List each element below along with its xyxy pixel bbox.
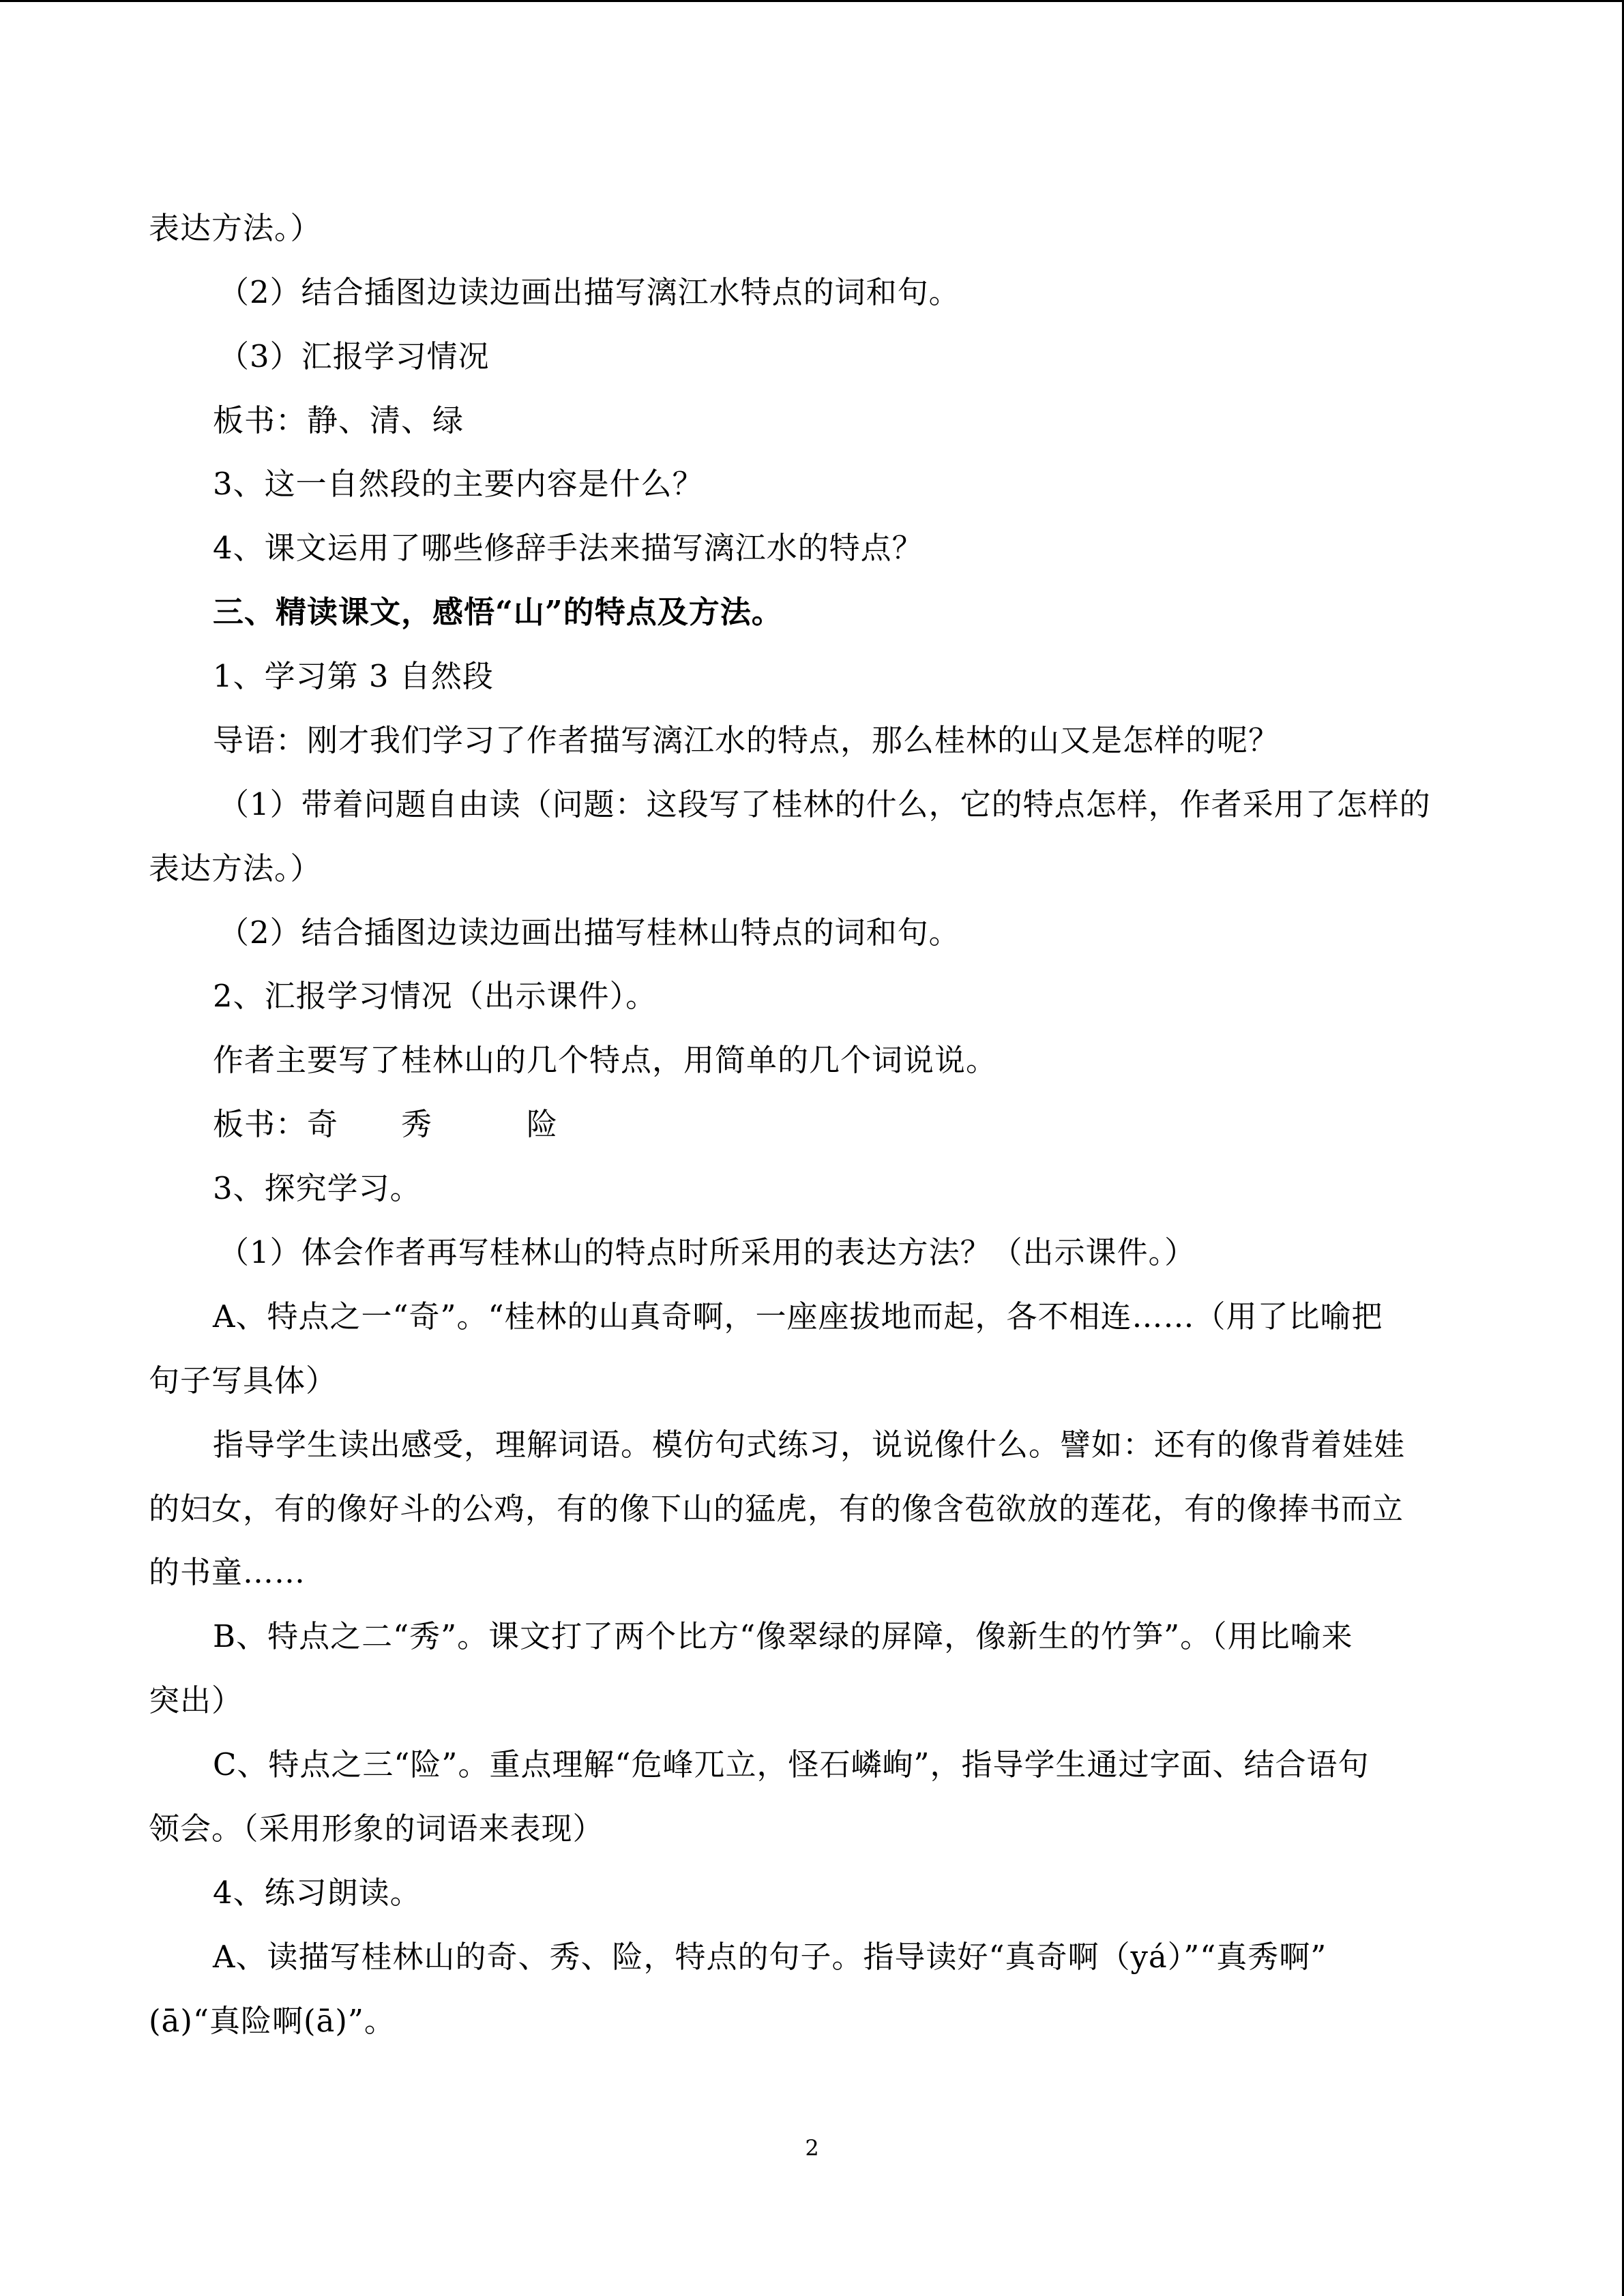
text-line: （2）结合插图边读边画出描写漓江水特点的词和句。 xyxy=(218,274,960,310)
page-number: 2 xyxy=(805,2135,819,2161)
text-line: C、特点之三“险”。重点理解“危峰兀立，怪石嶙峋”，指导学生通过字面、结合语句 xyxy=(213,1746,1370,1783)
text-line: 指导学生读出感受，理解词语。模仿句式练习，说说像什么。譬如：还有的像背着娃娃 xyxy=(213,1427,1406,1463)
text-line: (ā)“真险啊(ā)”。 xyxy=(149,2003,396,2039)
text-line: 领会。（采用形象的词语来表现） xyxy=(149,1810,604,1847)
text-line: （1）带着问题自由读（问题：这段写了桂林的什么，它的特点怎样，作者采用了怎样的 xyxy=(218,786,1431,822)
text-line: 3、探究学习。 xyxy=(213,1170,422,1206)
text-line: 2、汇报学习情况（出示课件）。 xyxy=(213,978,658,1014)
text-line: 板书：静、清、绿 xyxy=(213,402,464,438)
text-line: 突出） xyxy=(149,1682,243,1718)
text-line: 4、练习朗读。 xyxy=(213,1875,422,1911)
text-line: 板书：奇 秀 险 xyxy=(213,1106,559,1142)
text-line: B、特点之二“秀”。课文打了两个比方“像翠绿的屏障，像新生的竹笋”。（用比喻来 xyxy=(213,1618,1353,1654)
text-line: 表达方法。） xyxy=(149,850,322,886)
text-line: 1、学习第 3 自然段 xyxy=(213,658,494,694)
text-line: 3、这一自然段的主要内容是什么？ xyxy=(213,466,704,502)
text-line: （3）汇报学习情况 xyxy=(218,338,490,374)
text-line: 句子写具体） xyxy=(149,1362,338,1399)
text-line: 表达方法。） xyxy=(149,210,322,246)
section-heading: 三、精读课文，感悟“山”的特点及方法。 xyxy=(213,594,783,630)
text-line: 4、课文运用了哪些修辞手法来描写漓江水的特点？ xyxy=(213,530,924,566)
text-line: （1）体会作者再写桂林山的特点时所采用的表达方法？（出示课件。） xyxy=(218,1234,1196,1270)
text-line: 的妇女，有的像好斗的公鸡，有的像下山的猛虎，有的像含苞欲放的莲花，有的像捧书而立 xyxy=(149,1491,1404,1527)
text-line: A、读描写桂林山的奇、秀、险，特点的句子。指导读好“真奇啊（yá）”“真秀啊” xyxy=(213,1939,1327,1975)
text-line: 作者主要写了桂林山的几个特点，用简单的几个词说说。 xyxy=(213,1042,998,1078)
text-line: 导语：刚才我们学习了作者描写漓江水的特点，那么桂林的山又是怎样的呢？ xyxy=(213,722,1280,758)
text-line: 的书童…… xyxy=(149,1554,306,1590)
text-line: （2）结合插图边读边画出描写桂林山特点的词和句。 xyxy=(218,914,960,951)
text-line: A、特点之一“奇”。“桂林的山真奇啊，一座座拔地而起，各不相连……（用了比喻把 xyxy=(213,1298,1383,1335)
